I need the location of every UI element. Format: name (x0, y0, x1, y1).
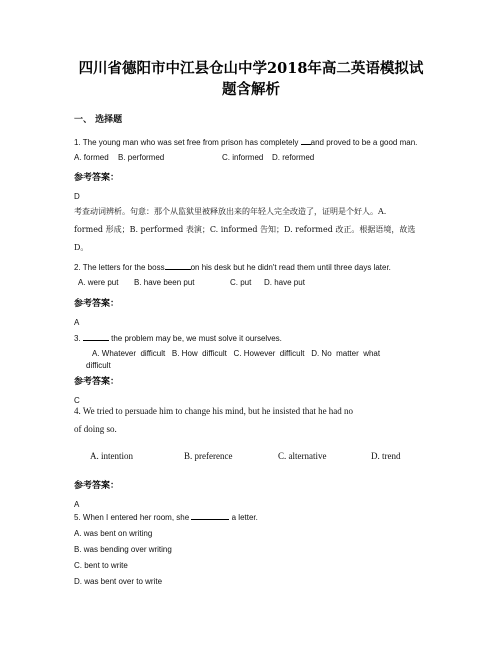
question-5-option-a: A. was bent on writing (74, 529, 153, 538)
question-1-stem (74, 136, 417, 148)
answer-label: 参考答案： (74, 481, 120, 491)
question-1-stem-end: and proved to be a good man. (310, 138, 418, 147)
question-1-option-b: B. performed (118, 153, 165, 162)
question-3-answer: C (74, 396, 80, 405)
question-1-answer: D (74, 192, 80, 201)
question-4-option-a: A. intention (90, 451, 133, 461)
question-1-option-d: D. reformed (272, 153, 315, 162)
question-5-option-d: D. was bent over to write (74, 577, 163, 586)
question-5-option-c: C. bent to write (74, 561, 128, 570)
question-4-option-d: D. trend (371, 451, 401, 461)
question-4-stem-line2: of doing so. (74, 424, 117, 434)
answer-label: 参考答案： (74, 173, 120, 183)
question-3-stem-start: 3. (74, 334, 83, 343)
question-4-option-c: C. alternative (278, 451, 327, 461)
question-4-answer: A (74, 500, 80, 509)
question-1-explanation-line3: D。 (74, 243, 89, 252)
answer-blank (83, 332, 109, 341)
question-2-option-b: B. have been put (134, 278, 195, 287)
answer-blank (165, 261, 191, 270)
question-1-explanation-line1: 考查动词辨析。句意：那个从监狱里被释放出来的年轻人完全改造了，证明是个好人。A. (74, 207, 387, 216)
question-2-stem-end: on his desk but he didn't read them until three days later. (190, 263, 391, 272)
answer-label: 参考答案： (74, 377, 120, 387)
question-1-option-a: A. formed (74, 153, 109, 162)
question-2-answer: A (74, 318, 80, 327)
section-heading: 一、 选择题 (74, 115, 123, 125)
question-3-stem (74, 332, 282, 344)
question-2-stem-start: 2. The letters for the boss (74, 263, 165, 272)
question-1-explanation-line2: formed 形成；B. performed 表演；C. informed 告知；D. reformed 改正。根据语境，故选 (74, 225, 416, 234)
question-5-stem-end: a letter. (229, 513, 258, 522)
question-4-stem-line1: 4. We tried to persuade him to change his mind, but he insisted that he had no (74, 406, 354, 416)
answer-label: 参考答案： (74, 299, 120, 309)
question-3-stem-end: the problem may be, we must solve it ourselves. (108, 334, 282, 343)
question-3-options: A. Whatever difficult B. How difficult C. However difficult D. No matter what (92, 349, 381, 358)
question-4-option-b: B. preference (184, 451, 233, 461)
question-1-option-c: C. informed (222, 153, 264, 162)
question-3-options-cont: difficult (86, 361, 111, 370)
question-2-stem (74, 261, 391, 273)
page-title-line1: 四川省德阳市中江县仓山中学2018年高二英语模拟试 (78, 60, 424, 77)
answer-blank (301, 136, 311, 145)
question-2-option-d: D. have put (264, 278, 305, 287)
question-1-stem-start: 1. The young man who was set free from prison has completely (74, 138, 301, 147)
question-2-option-c: C. put (230, 278, 252, 287)
question-2-option-a: A. were put (78, 278, 119, 287)
question-5-stem (74, 511, 258, 523)
answer-blank (191, 511, 229, 520)
question-5-option-b: B. was bending over writing (74, 545, 172, 554)
page-title-line2: 题含解析 (222, 81, 280, 98)
question-5-stem-start: 5. When I entered her room, she (74, 513, 192, 522)
